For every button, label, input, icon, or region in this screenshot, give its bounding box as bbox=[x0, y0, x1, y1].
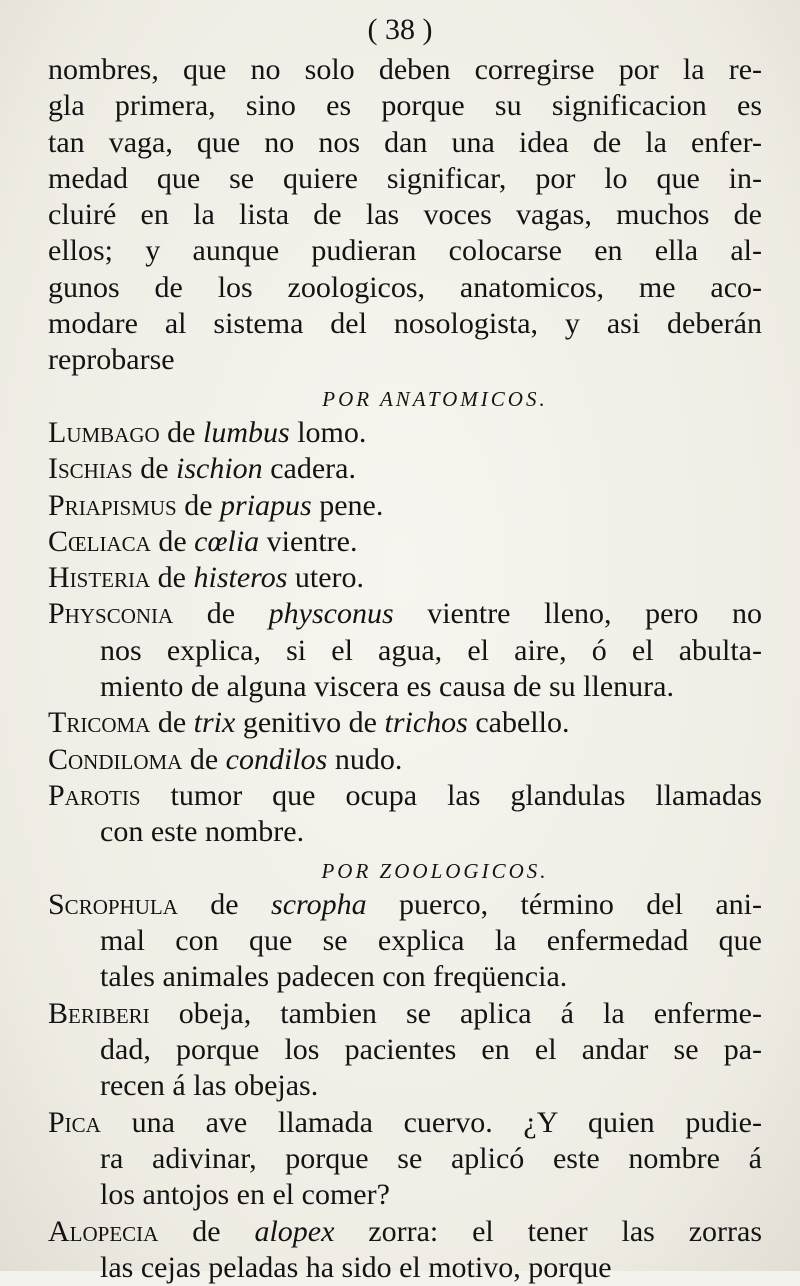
glossary-entry bbox=[48, 1214, 762, 1286]
entry-text: de bbox=[173, 597, 268, 630]
entry-text: tumor que ocupa las glandulas llamadas bbox=[141, 779, 762, 812]
section-heading: POR ZOOLOGICOS. bbox=[48, 851, 762, 887]
entry-term: Lumbago bbox=[48, 416, 160, 449]
glossary-entry bbox=[48, 705, 762, 741]
text-line: cluiré en la lista de las voces vagas, muchos de bbox=[48, 197, 762, 233]
entry-etymon: lumbus bbox=[203, 416, 290, 449]
entry-term: Alopecia bbox=[48, 1215, 158, 1248]
entry-line bbox=[48, 814, 762, 850]
entry-term: Tricoma bbox=[48, 706, 150, 739]
text-line: gunos de los zoologicos, anatomicos, me aco- bbox=[48, 270, 762, 306]
entry-term: Physconia bbox=[48, 597, 173, 630]
text-line: gla primera, sino es porque su significacion es bbox=[48, 88, 762, 124]
entry-text: tales animales padecen con freqüencia. bbox=[100, 960, 567, 993]
glossary-entry bbox=[48, 488, 762, 524]
entry-text: vientre lleno, pero no bbox=[394, 597, 762, 630]
entry-etymon: histeros bbox=[194, 561, 288, 594]
entry-line bbox=[48, 488, 762, 524]
entry-text: con este nombre. bbox=[100, 815, 304, 848]
entry-line bbox=[48, 1141, 762, 1177]
entry-line bbox=[48, 742, 762, 778]
entry-term: Histeria bbox=[48, 561, 150, 594]
entry-line bbox=[48, 1068, 762, 1104]
entry-term: Ischias bbox=[48, 452, 133, 485]
entry-text: las cejas peladas ha sido el motivo, porque bbox=[100, 1251, 612, 1284]
entry-term: Scrophula bbox=[48, 888, 178, 921]
text-line: tan vaga, que no nos dan una idea de la enfer- bbox=[48, 125, 762, 161]
entry-text: lomo. bbox=[290, 416, 367, 449]
entry-etymon: scropha bbox=[271, 888, 367, 921]
entry-line bbox=[48, 923, 762, 959]
entry-line bbox=[48, 1177, 762, 1213]
entry-etymon: priapus bbox=[220, 489, 312, 522]
entry-text: de bbox=[151, 525, 194, 558]
entry-text: puerco, término del ani- bbox=[367, 888, 762, 921]
entry-text: recen á las obejas. bbox=[100, 1069, 318, 1102]
entry-etymon: alopex bbox=[254, 1215, 334, 1248]
entry-text: dad, porque los pacientes en el andar se pa- bbox=[100, 1033, 762, 1066]
entry-text: mal con que se explica la enfermedad que bbox=[100, 924, 762, 957]
entry-text: de bbox=[160, 416, 203, 449]
text-line: medad que se quiere significar, por lo que in- bbox=[48, 161, 762, 197]
entry-term: Parotis bbox=[48, 779, 141, 812]
entry-etymon: ischion bbox=[176, 452, 263, 485]
entry-line bbox=[48, 1105, 762, 1141]
entry-line bbox=[48, 560, 762, 596]
entry-etymon: cœlia bbox=[194, 525, 259, 558]
entry-text: nos explica, si el agua, el aire, ó el abulta- bbox=[100, 634, 762, 667]
entry-text: zorra: el tener las zorras bbox=[334, 1215, 762, 1248]
entry-line bbox=[48, 887, 762, 923]
entry-line bbox=[48, 669, 762, 705]
entry-line bbox=[48, 778, 762, 814]
entry-text: de bbox=[150, 561, 193, 594]
glossary-entry bbox=[48, 451, 762, 487]
page-text bbox=[48, 52, 762, 1286]
text-line: nombres, que no solo deben corregirse por la re- bbox=[48, 52, 762, 88]
text-line: modare al sistema del nosologista, y asi deberán bbox=[48, 306, 762, 342]
entry-text: cadera. bbox=[263, 452, 356, 485]
entry-line bbox=[48, 451, 762, 487]
glossary-entry bbox=[48, 742, 762, 778]
entry-text: utero. bbox=[287, 561, 364, 594]
glossary-entry bbox=[48, 415, 762, 451]
entry-etymon: trix bbox=[194, 706, 236, 739]
entry-line bbox=[48, 1032, 762, 1068]
entry-line bbox=[48, 415, 762, 451]
entry-text: una ave llamada cuervo. ¿Y quien pudie- bbox=[101, 1106, 762, 1139]
glossary-entry bbox=[48, 596, 762, 705]
entry-text: de bbox=[158, 1215, 254, 1248]
entry-text: genitivo de bbox=[235, 706, 384, 739]
entry-text: de bbox=[133, 452, 176, 485]
glossary-entry bbox=[48, 887, 762, 996]
glossary-entry bbox=[48, 996, 762, 1105]
entry-term: Beriberi bbox=[48, 997, 150, 1030]
glossary-entry bbox=[48, 560, 762, 596]
entry-text: pene. bbox=[312, 489, 384, 522]
entry-text: ra adivinar, porque se aplicó este nombre á bbox=[100, 1142, 762, 1175]
entry-text: obeja, tambien se aplica á la enferme- bbox=[150, 997, 762, 1030]
entry-text: de bbox=[150, 706, 193, 739]
entry-text: nudo. bbox=[327, 743, 402, 776]
glossary-entry bbox=[48, 524, 762, 560]
entry-line bbox=[48, 1214, 762, 1250]
text-line: reprobarse bbox=[48, 342, 762, 378]
text-line: ellos; y aunque pudieran colocarse en ella al- bbox=[48, 233, 762, 269]
entry-text: de bbox=[177, 489, 220, 522]
entry-text: los antojos en el comer? bbox=[100, 1178, 390, 1211]
entry-term: Cœliaca bbox=[48, 525, 151, 558]
entry-term: Priapismus bbox=[48, 489, 177, 522]
entry-term: Condiloma bbox=[48, 743, 182, 776]
entry-text: cabello. bbox=[468, 706, 570, 739]
entry-text: de bbox=[182, 743, 225, 776]
section-heading: POR ANATOMICOS. bbox=[48, 379, 762, 415]
entry-text: miento de alguna viscera es causa de su llenura. bbox=[100, 670, 674, 703]
entry-text: vientre. bbox=[259, 525, 357, 558]
entry-etymon: trichos bbox=[384, 706, 467, 739]
entry-line bbox=[48, 1250, 762, 1286]
entry-etymon: physconus bbox=[269, 597, 394, 630]
entry-line bbox=[48, 959, 762, 995]
entry-term: Pica bbox=[48, 1106, 101, 1139]
page-number: ( 38 ) bbox=[0, 10, 800, 50]
entry-line bbox=[48, 524, 762, 560]
glossary-entry bbox=[48, 1105, 762, 1214]
glossary-entry bbox=[48, 778, 762, 851]
entry-line bbox=[48, 633, 762, 669]
entry-line bbox=[48, 596, 762, 632]
entry-line bbox=[48, 705, 762, 741]
entry-etymon: condilos bbox=[226, 743, 328, 776]
entry-text: de bbox=[178, 888, 271, 921]
entry-line bbox=[48, 996, 762, 1032]
